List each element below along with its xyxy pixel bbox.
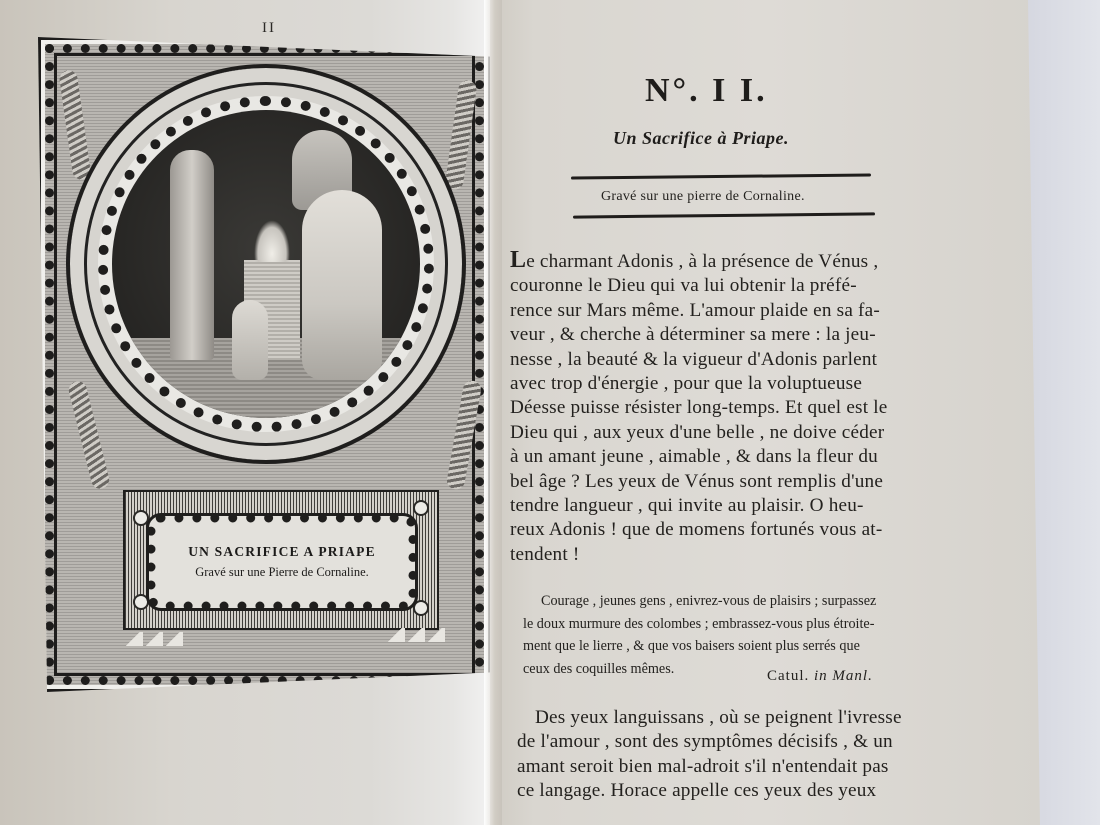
boss-ornament [413, 500, 429, 516]
text-line: Le charmant Adonis , à la présence de Vénus , [510, 247, 879, 273]
ornamental-rule [573, 212, 875, 218]
priapus-herm-figure [170, 150, 214, 360]
text-line: tendent ! [510, 543, 580, 565]
quote-line: le doux murmure des colombes ; embrassez-vous plus étroite- [523, 615, 875, 632]
cupid-figure [232, 300, 268, 380]
text-line: avec trop d'énergie , pour que la voluptueuse [510, 373, 863, 395]
quote-line: Courage , jeunes gens , enivrez-vous de plaisirs ; surpassez [541, 593, 877, 609]
quote-line: ceux des coquilles mêmes. [523, 660, 675, 677]
text-line: bel âge ? Les yeux de Vénus sont remplis d'une [510, 470, 884, 492]
triangle-ornament [123, 632, 183, 646]
plate-title: UN SACRIFICE A PRIAPE [188, 544, 376, 559]
quote-line: ment que le lierre , & que vos baisers soient plus serrés que [523, 638, 860, 654]
chapter-number: N°. I I. [645, 72, 768, 109]
text-line: amant seroit bien mal-adroit s'il n'entendait pas [517, 755, 889, 777]
text-line: nesse , la beauté & la vigueur d'Adonis parlent [510, 348, 878, 370]
paragraph-2 [517, 706, 967, 804]
triangle-ornament [385, 628, 445, 642]
paragraph-1 [510, 248, 960, 567]
text-line: Des yeux languissans , où se peignent l'ivresse [535, 707, 902, 728]
book-gutter [484, 0, 502, 825]
quotation-block [523, 590, 963, 680]
text-line: de l'amour , sont des symptômes décisifs , & un [517, 731, 893, 753]
text-line: Déesse puisse résister long-temps. Et quel est le [510, 397, 888, 419]
chapter-subtitle: Gravé sur une pierre de Cornaline. [601, 189, 805, 204]
medallion-scene [112, 110, 420, 418]
chapter-title: Un Sacrifice à Priape. [613, 128, 789, 148]
drop-cap: L [510, 247, 527, 273]
plate-cartouche [123, 490, 439, 630]
cartouche-label [147, 514, 417, 610]
text-line: rence sur Mars même. L'amour plaide en sa fa- [510, 299, 880, 321]
text-line: couronne le Dieu qui va lui obtenir la préfé- [510, 275, 857, 297]
ornamental-rule [571, 173, 871, 179]
quote-attribution [767, 668, 873, 685]
text-line: à un amant jeune , aimable , & dans la fleur du [510, 446, 878, 468]
page-folio: II [262, 20, 276, 36]
attribution-work: in Manl. [814, 668, 873, 684]
attribution-author: Catul. [767, 668, 810, 684]
plate-subtitle: Gravé sur une Pierre de Cornaline. [195, 565, 369, 579]
text-line: Dieu qui , aux yeux d'une belle , ne doive céder [510, 421, 885, 443]
venus-figure [302, 190, 382, 380]
text-line: veur , & cherche à déterminer sa mere : la jeu- [510, 324, 876, 346]
text-line: ce langage. Horace appelle ces yeux des yeux [517, 780, 877, 802]
right-page-text [505, 0, 985, 825]
altar-flame-icon [254, 220, 290, 262]
left-page [0, 0, 492, 825]
text-line: tendre langueur , qui invite au plaisir. O heu- [510, 495, 864, 517]
text-line: reux Adonis ! que de momens fortunés vous at- [510, 519, 883, 541]
